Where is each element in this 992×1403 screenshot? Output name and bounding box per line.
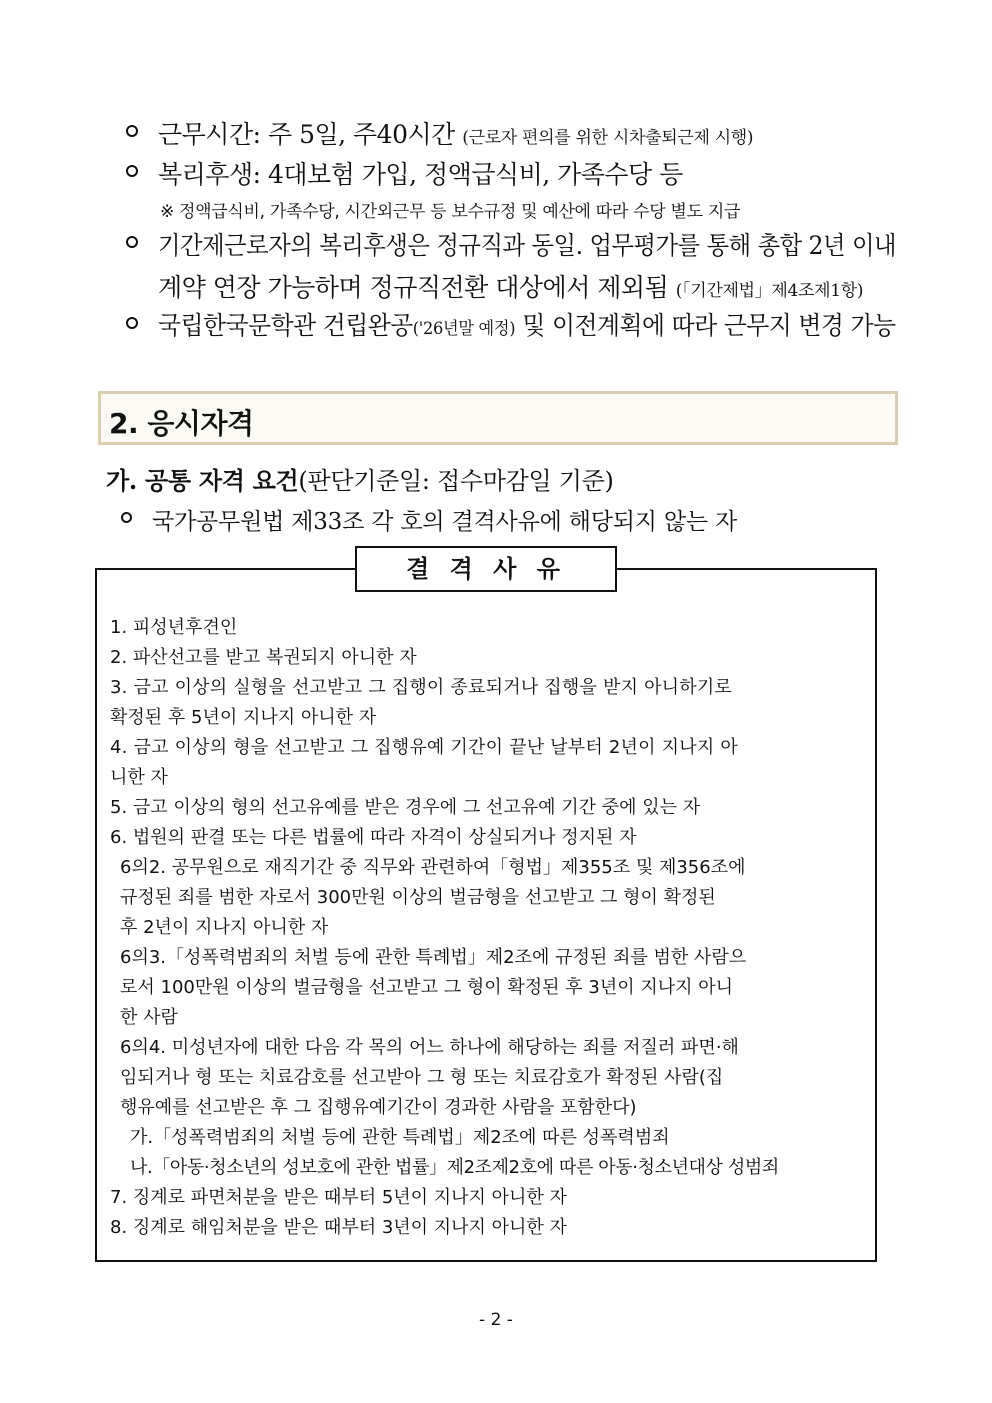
bullet-circle-icon	[121, 512, 132, 523]
item-workplace: 국립한국문학관 건립완공('26년말 예정) 및 이전계획에 따라 근무지 변경 가능	[158, 311, 896, 340]
section-title: 2. 응시자격	[109, 407, 254, 440]
list-item: 확정된 후 5년이 지나지 아니한 자	[110, 707, 377, 728]
item-work-hours: 근무시간: 주 5일, 주40시간 (근로자 편의를 위한 시차출퇴근제 시행)	[158, 120, 754, 149]
page-number: - 2 -	[479, 1310, 513, 1330]
list-item: 1. 피성년후견인	[110, 617, 238, 638]
benefits-note: ※ 정액급식비, 가족수당, 시간외근무 등 보수규정 및 예산에 따라 수당 별도 지급	[160, 202, 741, 222]
list-item: 8. 징계로 해임처분을 받은 때부터 3년이 지나지 아니한 자	[110, 1217, 567, 1238]
list-item: 나.「아동·청소년의 성보호에 관한 법률」제2조제2호에 따른 아동·청소년대상 성범죄	[130, 1157, 779, 1178]
list-item: 3. 금고 이상의 실형을 선고받고 그 집행이 종료되거나 집행을 받지 아니하기로	[110, 677, 733, 698]
list-item: 6. 법원의 판결 또는 다른 법률에 따라 자격이 상실되거나 정지된 자	[110, 827, 637, 848]
list-item: 규정된 죄를 범한 자로서 300만원 이상의 벌금형을 선고받고 그 형이 확정된	[120, 887, 716, 908]
list-item: 로서 100만원 이상의 벌금형을 선고받고 그 형이 확정된 후 3년이 지나지 아니	[120, 977, 733, 998]
bullet-circle-icon	[126, 165, 138, 177]
list-item: 6의2. 공무원으로 재직기간 중 직무와 관련하여「형법」제355조 및 제356조에	[120, 857, 746, 878]
list-item: 7. 징계로 파면처분을 받은 때부터 5년이 지나지 아니한 자	[110, 1187, 567, 1208]
item-benefits: 복리후생: 4대보험 가입, 정액급식비, 가족수당 등	[158, 160, 683, 189]
section-header	[98, 391, 898, 445]
item-fixed-term-1: 기간제근로자의 복리후생은 정규직과 동일. 업무평가를 통해 총합 2년 이내	[158, 231, 897, 260]
bullet-circle-icon	[126, 236, 138, 248]
list-item: 4. 금고 이상의 형을 선고받고 그 집행유예 기간이 끝난 날부터 2년이 지나지 아	[110, 737, 738, 758]
list-item: 6의3.「성폭력범죄의 처벌 등에 관한 특례법」제2조에 규정된 죄를 범한 사람으	[120, 947, 747, 968]
list-item: 6의4. 미성년자에 대한 다음 각 목의 어느 하나에 해당하는 죄를 저질러 파면·해	[120, 1037, 739, 1058]
sub-heading: 가. 공통 자격 요건(판단기준일: 접수마감일 기준)	[106, 466, 614, 495]
bullet-circle-icon	[126, 317, 138, 329]
disqualification-title: 결 격 사 유	[355, 546, 617, 592]
list-item: 가.「성폭력범죄의 처벌 등에 관한 특례법」제2조에 따른 성폭력범죄	[130, 1127, 670, 1148]
list-item: 임되거나 형 또는 치료감호를 선고받아 그 형 또는 치료감호가 확정된 사람(집	[120, 1067, 724, 1088]
list-item: 행유예를 선고받은 후 그 집행유예기간이 경과한 사람을 포함한다)	[120, 1097, 637, 1118]
list-item: 후 2년이 지나지 아니한 자	[120, 917, 329, 938]
item-fixed-term-2: 계약 연장 가능하며 정규직전환 대상에서 제외됨 (「기간제법」제4조제1항)	[158, 273, 864, 302]
list-item: 한 사람	[120, 1007, 178, 1028]
list-item: 5. 금고 이상의 형의 선고유예를 받은 경우에 그 선고유예 기간 중에 있는 자	[110, 797, 701, 818]
list-item: 2. 파산선고를 받고 복권되지 아니한 자	[110, 647, 417, 668]
bullet-circle-icon	[126, 125, 138, 137]
eligibility-bullet: 국가공무원법 제33조 각 호의 결격사유에 해당되지 않는 자	[152, 509, 738, 535]
list-item: 니한 자	[110, 767, 168, 788]
